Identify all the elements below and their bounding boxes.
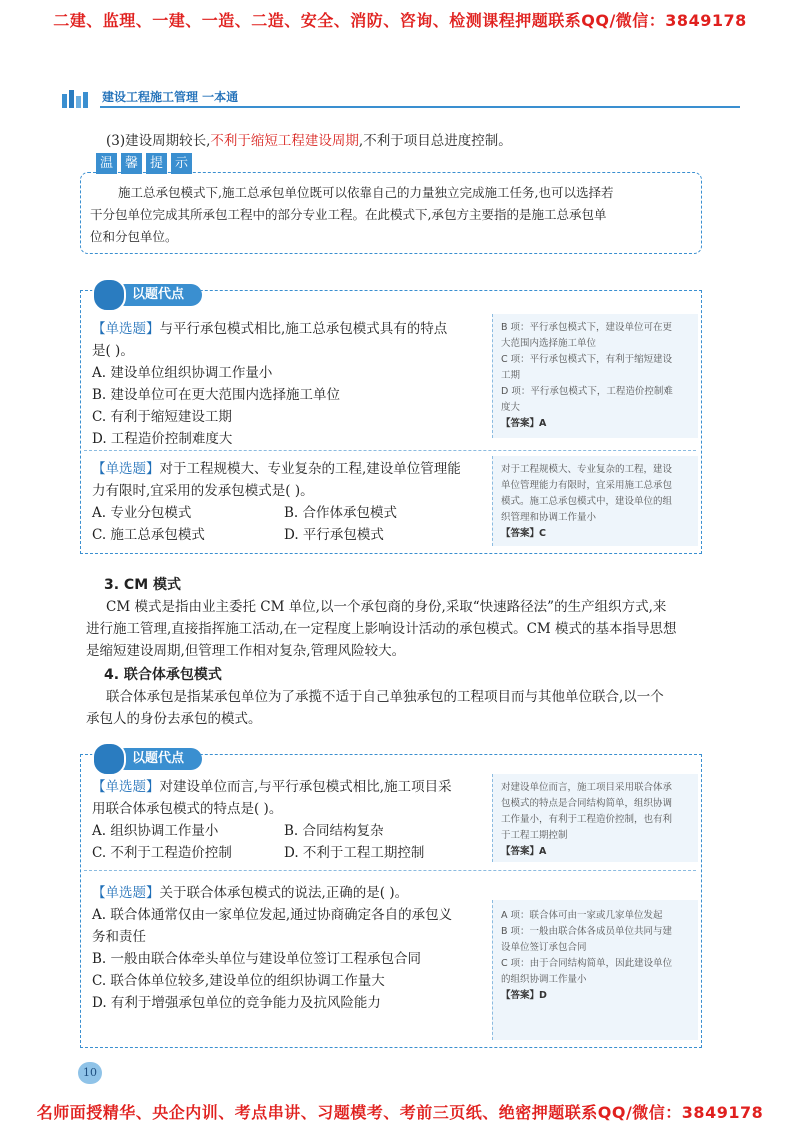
option-d: D. 工程造价控制难度大 [92,431,233,447]
analysis-line: 对建设单位而言，施工项目采用联合体承 [501,782,673,793]
answer-panel-3 [492,774,698,862]
analysis-line: B 项：平行承包模式下，建设单位可在更 [501,322,673,333]
tip-line: 干分包单位完成其所承包工程中的部分专业工程。在此模式下,承包方主要指的是施工总承包单 [90,207,607,222]
option-c: C. 有利于缩短建设工期 [92,409,232,425]
option-d: D. 不利于工程工期控制 [284,845,425,861]
question-label: 【单选题】 [92,779,160,795]
stem-text: 对于工程规模大、专业复杂的工程,建设单位管理能 [159,461,461,477]
intro-prefix: (3)建设周期较长, [106,133,211,149]
section-heading-cm: 3. CM 模式 [104,577,182,593]
bottom-banner: 名师面授精华、央企内训、考点串讲、习题模考、考前三页纸、绝密押题联系QQ/微信：3849178 [36,1103,764,1122]
tip-char: 馨 [121,153,142,174]
question-label: 【单选题】 [92,321,160,337]
joint-line: 联合体承包是指某承包单位为了承揽不适于自己单独承包的工程项目而与其他单位联合,以一个 [106,689,664,705]
analysis-line: 模式。施工总承包模式中，建设单位的组 [501,496,673,507]
book-title: 建设工程施工管理 一本通 [102,90,239,104]
question-stem [92,318,447,340]
stem-text: 对建设单位而言,与平行承包模式相比,施工项目采 [159,779,452,795]
question-badge [90,278,220,308]
header-rule [100,106,740,108]
analysis-line: C 项：平行承包模式下，有利于缩短建设 [501,354,673,365]
answer-text: 【答案】D [501,990,547,1001]
analysis-line: 的组织协调工作量小 [501,974,587,985]
analysis-line: 大范围内选择施工单位 [501,338,597,349]
badge-label: 以题代点 [114,284,202,306]
joint-line: 承包人的身份去承包的模式。 [86,711,262,727]
page-number: 10 [78,1062,102,1084]
option-d: D. 平行承包模式 [284,527,384,543]
analysis-line: 工期 [501,370,521,381]
answer-panel-2 [492,456,698,546]
stem-text: 是( )。 [92,343,134,359]
answer-panel-4 [492,900,698,1040]
stem-text: 与平行承包模式相比,施工总承包模式具有的特点 [159,321,448,337]
option-a: A. 专业分包模式 [92,505,192,521]
book-logo-icon [60,88,94,108]
intro-highlight: 不利于缩短工程建设周期 [210,133,359,149]
cm-line: 进行施工管理,直接指挥施工活动,在一定程度上影响设计活动的承包模式。CM 模式的基本指导思想 [86,621,677,637]
question-divider [84,450,696,451]
option-c: C. 施工总承包模式 [92,527,205,543]
option-c: C. 不利于工程造价控制 [92,845,232,861]
stem-text: 关于联合体承包模式的说法,正确的是( )。 [159,885,409,901]
option-b: B. 合作体承包模式 [284,505,398,521]
analysis-line: 对于工程规模大、专业复杂的工程，建设 [501,464,673,475]
option-a: A. 组织协调工作量小 [92,823,219,839]
question-badge [90,742,220,772]
option-a: A. 建设单位组织协调工作量小 [92,365,273,381]
tip-heading [96,152,196,174]
option-b: B. 一般由联合体牵头单位与建设单位签订工程承包合同 [92,951,422,967]
book-header [60,88,740,110]
answer-text: 【答案】A [501,846,547,857]
cm-line: 是缩短建设周期,但管理工作相对复杂,管理风险较大。 [86,643,406,659]
tip-line: 位和分包单位。 [90,229,178,244]
answer-text: 【答案】A [501,418,547,429]
question-stem [92,776,452,798]
analysis-line: 度大 [501,402,521,413]
analysis-line: 包模式的特点是合同结构简单，组织协调 [501,798,673,809]
analysis-line: B 项：一般由联合体各成员单位共同与建 [501,926,673,937]
question-label: 【单选题】 [92,461,160,477]
analysis-line: A 项：联合体可由一家或几家单位发起 [501,910,663,921]
top-banner: 二建、监理、一建、一造、二造、安全、消防、咨询、检测课程押题联系QQ/微信：3849178 [53,11,747,30]
pen-icon [92,742,126,776]
cm-line: CM 模式是指由业主委托 CM 单位,以一个承包商的身份,采取“快速路径法”的生产组织方式,来 [106,599,667,615]
tip-char: 提 [146,153,167,174]
stem-text: 力有限时,宜采用的发承包模式是( )。 [92,483,314,499]
tip-line: 施工总承包模式下,施工总承包单位既可以依靠自己的力量独立完成施工任务,也可以选择若 [118,185,614,200]
stem-text: 用联合体承包模式的特点是( )。 [92,801,283,817]
intro-line [106,130,512,152]
option-a-cont: 务和责任 [92,929,146,945]
analysis-line: 单位管理能力有限时，宜采用施工总承包 [501,480,673,491]
question-label: 【单选题】 [92,885,160,901]
tip-char: 温 [96,153,117,174]
analysis-line: D 项：平行承包模式下，工程造价控制难 [501,386,673,397]
section-heading-joint: 4. 联合体承包模式 [104,667,222,683]
intro-suffix: ,不利于项目总进度控制。 [358,133,512,149]
analysis-line: 工作量小，有利于工程造价控制，也有利 [501,814,673,825]
question-divider [84,870,696,871]
tip-char: 示 [171,153,192,174]
badge-label: 以题代点 [114,748,202,770]
analysis-line: 设单位签订承包合同 [501,942,587,953]
option-b: B. 建设单位可在更大范围内选择施工单位 [92,387,341,403]
analysis-line: 织管理和协调工作量小 [501,512,597,523]
question-stem [92,458,461,480]
answer-text: 【答案】C [501,528,546,539]
pen-icon [92,278,126,312]
analysis-line: 于工程工期控制 [501,830,568,841]
question-stem [92,882,408,904]
option-c: C. 联合体单位较多,建设单位的组织协调工作量大 [92,973,385,989]
option-d: D. 有利于增强承包单位的竞争能力及抗风险能力 [92,995,381,1011]
answer-panel-1 [492,314,698,438]
option-a: A. 联合体通常仅由一家单位发起,通过协商确定各自的承包义 [92,907,453,923]
option-b: B. 合同结构复杂 [284,823,384,839]
analysis-line: C 项：由于合同结构简单，因此建设单位 [501,958,673,969]
